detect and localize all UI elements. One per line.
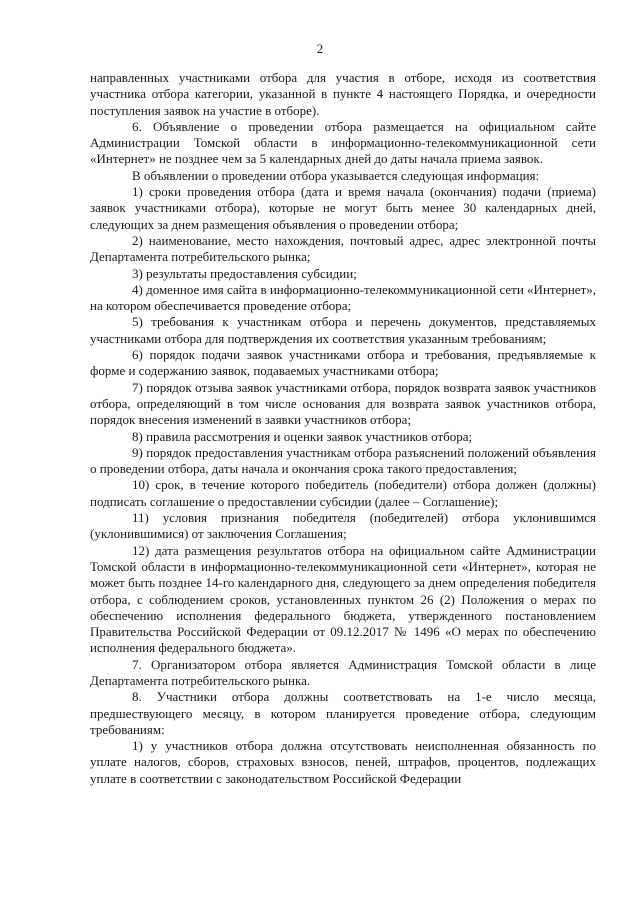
page-number: 2 <box>316 41 324 56</box>
paragraph: 8) правила рассмотрения и оценки заявок участников отбора; <box>132 428 473 444</box>
paragraph: 1) сроки проведения отбора (дата и время начала (окончания) подачи (приема) заявок участниками отбора), которые не могут быть менее 30 календарных дней, следующих за днем размещения объявления о проведении отбора; <box>90 184 596 232</box>
paragraph: 6. Объявление о проведении отбора размещается на официальном сайте Администрации Томской области в информационно-телекоммуникационной сети «Интернет» не позднее чем за 5 календарных дней до даты начала приема заявок. <box>90 118 596 167</box>
paragraph: 8. Участники отбора должны соответствовать на 1-е число месяца, предшествующего месяцу, в котором планируется проведение отбора, следующим требованиям: <box>90 689 596 737</box>
paragraph: 6) порядок подачи заявок участниками отбора и требования, предъявляемые к форме и содержанию заявок, подаваемых участниками отбора; <box>90 347 596 379</box>
paragraph: 3) результаты предоставления субсидии; <box>132 265 357 281</box>
paragraph: 9) порядок предоставления участникам отбора разъяснений положений объявления о проведении отбора, даты начала и окончания срока такого предоставления; <box>90 444 596 477</box>
paragraph: 1) у участников отбора должна отсутствовать неисполненная обязанность по уплате налогов, сборов, страховых взносов, пеней, штрафов, процентов, подлежащих уплате в соответствии с законодательством Российской Федерации <box>90 738 596 786</box>
paragraph: направленных участниками отбора для участия в отборе, исходя из соответствия участника отбора категории, указанной в пункте 4 настоящего Порядка, и очередности поступления заявок на участие в отборе). <box>90 70 596 118</box>
document-text <box>90 70 596 787</box>
paragraph: 11) условия признания победителя (победителей) отбора уклонившимся (уклонившимися) от заключения Соглашения; <box>90 510 596 542</box>
paragraph: 10) срок, в течение которого победитель (победители) отбора должен (должны) подписать соглашение о предоставлении субсидии (далее – Соглашение); <box>90 477 596 509</box>
paragraph: 2) наименование, место нахождения, почтовый адрес, адрес электронной почты Департамента потребительского рынка; <box>90 232 596 265</box>
paragraph: 7) порядок отзыва заявок участниками отбора, порядок возврата заявок участников отбора, определяющий в том числе основания для возврата заявок участников отбора, порядок внесения изменений в заявки участников отбора; <box>90 379 596 428</box>
paragraph: 4) доменное имя сайта в информационно-телекоммуникационной сети «Интернет», на котором обеспечивается проведение отбора; <box>90 281 597 314</box>
paragraph: 5) требования к участникам отбора и перечень документов, представляемых участниками отбора для подтверждения их соответствия указанным требованиям; <box>90 314 596 346</box>
paragraph: 7. Организатором отбора является Администрация Томской области в лице Департамента потребительского рынка. <box>90 656 596 688</box>
paragraph: 12) дата размещения результатов отбора на официальном сайте Администрации Томской области в информационно-телекоммуникационной сети «Интернет», которая не может быть позднее 14-го календарного дня, следующего за днем определения победителя отбора, с соблюдением сроков, установленных пунктом 26 (2) Положения о мерах по обеспечению исполнения федерального бюджета, утвержденного постановлением Правительства Российской Федерации от 09.12.2017 № 1496 «О мерах по обеспечению исполнения федерального бюджета». <box>90 542 596 656</box>
paragraph: В объявлении о проведении отбора указывается следующая информация: <box>132 167 540 183</box>
